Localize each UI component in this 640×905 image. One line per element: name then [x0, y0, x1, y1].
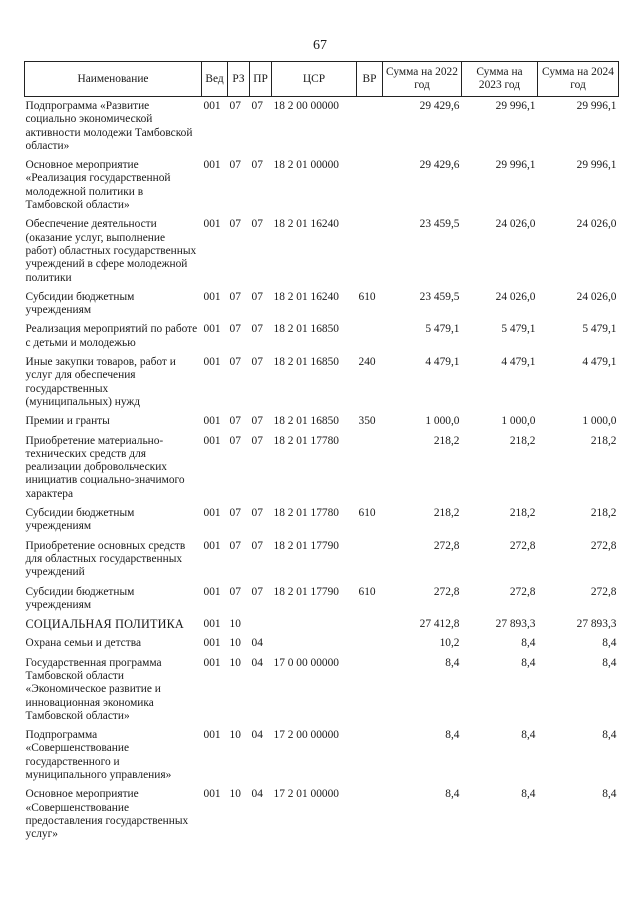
row-rz: 10: [229, 618, 241, 631]
table-row: [25, 504, 619, 537]
row-sum-2023: 29 996,1: [495, 159, 536, 172]
row-csr: 18 2 01 16850: [273, 323, 339, 336]
row-ved: 001: [203, 159, 221, 172]
row-sum-2024: 29 996,1: [576, 159, 617, 172]
row-pr: 07: [251, 415, 263, 428]
row-rz: 07: [229, 323, 241, 336]
row-sum-2024: 8,4: [602, 637, 617, 650]
row-vr: 240: [358, 356, 376, 369]
row-rz: 07: [229, 434, 241, 447]
row-sum-2022: 10,2: [439, 637, 460, 650]
row-csr: 18 2 01 16240: [273, 290, 339, 303]
row-sum-2022: 8,4: [445, 656, 460, 669]
row-csr: 18 2 01 17790: [273, 585, 339, 598]
row-vr: 350: [358, 415, 376, 428]
row-rz: 07: [229, 100, 241, 112]
row-csr: 18 2 01 16240: [273, 218, 339, 231]
row-sum-2023: 218,2: [509, 434, 536, 447]
row-csr: 18 2 01 16850: [273, 356, 339, 369]
table-row: [25, 156, 619, 215]
row-sum-2022: 1 000,0: [425, 415, 460, 428]
row-ved: 001: [203, 539, 221, 552]
row-name: СОЦИАЛЬНАЯ ПОЛИТИКА: [25, 617, 184, 632]
row-csr: 18 2 01 17780: [273, 434, 339, 447]
row-csr: 18 2 01 17780: [273, 507, 339, 520]
row-sum-2022: 29 429,6: [419, 159, 460, 172]
row-sum-2022: 23 459,5: [419, 290, 460, 303]
row-ved: 001: [203, 507, 221, 520]
row-sum-2023: 24 026,0: [495, 290, 536, 303]
section-row: [25, 615, 619, 634]
row-sum-2024: 8,4: [602, 788, 617, 801]
row-vr: [357, 537, 383, 583]
row-vr: [357, 654, 383, 726]
row-vr: [357, 320, 383, 353]
row-sum-2022: 218,2: [433, 434, 460, 447]
table-row: [25, 215, 619, 287]
row-sum-2024: 218,2: [590, 434, 617, 447]
row-sum-2024: 272,8: [590, 539, 617, 552]
row-sum-2022: 27 412,8: [419, 618, 460, 631]
row-csr: 18 2 01 16850: [273, 415, 339, 428]
row-pr: 07: [251, 218, 263, 231]
row-pr: [250, 615, 272, 634]
row-name: Подпрограмма «Развитие социально экономической активности молодежи Тамбовской области»: [25, 100, 193, 152]
row-pr: 07: [251, 159, 263, 172]
row-name: Подпрограмма «Совершенствование государственного и муниципального управления»: [25, 729, 172, 782]
row-ved: 001: [203, 637, 221, 650]
row-sum-2023: 27 893,3: [495, 618, 536, 631]
row-rz: 10: [229, 788, 241, 801]
table-row: [25, 97, 619, 157]
row-sum-2022: 8,4: [445, 729, 460, 742]
row-pr: 07: [251, 290, 263, 303]
table-row: [25, 537, 619, 583]
page-number: 67: [313, 38, 327, 53]
row-csr: 18 2 01 00000: [273, 159, 339, 172]
row-rz: 10: [229, 637, 241, 650]
row-ved: 001: [203, 100, 221, 112]
row-csr: 17 2 00 00000: [273, 729, 339, 742]
row-pr: 07: [251, 585, 263, 598]
row-csr: 17 2 01 00000: [273, 788, 339, 801]
row-name: Государственная программа Тамбовской области «Экономическое развитие и инновационная экономика Тамбовской области»: [25, 656, 162, 722]
row-sum-2024: 24 026,0: [576, 218, 617, 231]
row-rz: 10: [229, 729, 241, 742]
row-sum-2023: 4 479,1: [501, 356, 536, 369]
header-name: Наименование: [25, 62, 202, 97]
row-vr: 610: [358, 585, 376, 598]
row-name: Реализация мероприятий по работе с детьми и молодежью: [25, 323, 198, 349]
row-sum-2023: 218,2: [509, 507, 536, 520]
table-body: [25, 97, 619, 845]
row-csr: [272, 634, 357, 653]
table-row: [25, 634, 619, 653]
row-name: Субсидии бюджетным учреждениям: [25, 507, 135, 533]
row-sum-2024: 8,4: [602, 729, 617, 742]
row-ved: 001: [203, 585, 221, 598]
row-sum-2023: 1 000,0: [501, 415, 536, 428]
row-ved: 001: [203, 356, 221, 369]
row-ved: 001: [203, 415, 221, 428]
row-vr: [357, 726, 383, 785]
row-sum-2022: 23 459,5: [419, 218, 460, 231]
row-vr: [357, 215, 383, 287]
row-sum-2023: 29 996,1: [495, 100, 536, 112]
row-ved: 001: [203, 618, 221, 631]
header-rz: РЗ: [228, 62, 250, 97]
row-pr: 07: [251, 539, 263, 552]
row-vr: 610: [358, 290, 376, 303]
row-name: Иные закупки товаров, работ и услуг для обеспечения государственных (муниципальных) нужд: [25, 356, 176, 408]
row-rz: 07: [229, 585, 241, 598]
row-sum-2023: 8,4: [521, 637, 536, 650]
row-rz: 07: [229, 415, 241, 428]
header-csr: ЦСР: [272, 62, 357, 97]
row-sum-2023: 8,4: [521, 788, 536, 801]
row-vr: [357, 97, 383, 157]
row-ved: 001: [203, 290, 221, 303]
budget-table: [24, 61, 619, 845]
row-vr: [357, 432, 383, 504]
table-row: [25, 583, 619, 616]
row-sum-2023: 5 479,1: [501, 323, 536, 336]
row-ved: 001: [203, 434, 221, 447]
row-rz: 07: [229, 507, 241, 520]
row-sum-2023: 24 026,0: [495, 218, 536, 231]
table-header-row: [25, 62, 619, 97]
row-pr: 07: [251, 323, 263, 336]
row-name: Субсидии бюджетным учреждениям: [25, 290, 135, 317]
row-sum-2023: 272,8: [509, 539, 536, 552]
row-sum-2024: 27 893,3: [576, 618, 617, 631]
row-csr: 18 2 01 17790: [273, 539, 339, 552]
row-name: Приобретение материально-технических средств для реализации добровольческих инициатив социально-значимого характера: [25, 434, 185, 500]
row-rz: 07: [229, 159, 241, 172]
row-sum-2024: 8,4: [602, 656, 617, 669]
row-name: Субсидии бюджетным учреждениям: [25, 585, 135, 611]
table-row: [25, 320, 619, 353]
row-csr: 17 0 00 00000: [273, 656, 339, 669]
header-vr: ВР: [357, 62, 383, 97]
row-sum-2024: 1 000,0: [582, 415, 617, 428]
header-sum-2023: Сумма на 2023 год: [462, 62, 538, 97]
table-row: [25, 654, 619, 726]
row-sum-2022: 4 479,1: [425, 356, 460, 369]
row-name: Основное мероприятие «Реализация государственной молодежной политики в Тамбовской области»: [25, 159, 171, 212]
row-name: Приобретение основных средств для областных государственных учреждений: [25, 539, 186, 579]
row-pr: 04: [251, 788, 263, 801]
row-name: Основное мероприятие «Совершенствование предоставления государственных услуг»: [25, 788, 189, 841]
row-pr: 07: [251, 434, 263, 447]
row-sum-2022: 8,4: [445, 788, 460, 801]
row-csr: [272, 615, 357, 634]
row-vr: [357, 634, 383, 653]
row-ved: 001: [203, 323, 221, 336]
row-sum-2022: 29 429,6: [419, 100, 460, 112]
row-sum-2022: 218,2: [433, 507, 460, 520]
row-sum-2022: 5 479,1: [425, 323, 460, 336]
row-name: Обеспечение деятельности (оказание услуг, выполнение работ) областных государственных учреждений в сфере молодежной политики: [25, 218, 197, 284]
row-vr: [357, 785, 383, 844]
row-pr: 07: [251, 100, 263, 112]
row-vr: 610: [358, 507, 376, 520]
row-name: Охрана семьи и детства: [25, 637, 141, 650]
row-sum-2023: 272,8: [509, 585, 536, 598]
row-pr: 04: [251, 729, 263, 742]
row-pr: 04: [251, 637, 263, 650]
row-csr: 18 2 00 00000: [273, 100, 339, 112]
table-row: [25, 288, 619, 321]
header-ved: Вед: [202, 62, 228, 97]
row-ved: 001: [203, 788, 221, 801]
row-sum-2022: 272,8: [433, 539, 460, 552]
row-sum-2022: 272,8: [433, 585, 460, 598]
row-vr: [357, 615, 383, 634]
header-sum-2024: Сумма на 2024 год: [538, 62, 619, 97]
table-row: [25, 726, 619, 785]
row-name: Премии и гранты: [25, 415, 110, 428]
row-pr: 04: [251, 656, 263, 669]
row-ved: 001: [203, 656, 221, 669]
row-sum-2023: 8,4: [521, 656, 536, 669]
row-sum-2024: 218,2: [590, 507, 617, 520]
row-rz: 07: [229, 356, 241, 369]
row-ved: 001: [203, 729, 221, 742]
row-sum-2024: 29 996,1: [576, 100, 617, 112]
row-sum-2024: 24 026,0: [576, 290, 617, 303]
row-rz: 10: [229, 656, 241, 669]
row-rz: 07: [229, 539, 241, 552]
row-sum-2023: 8,4: [521, 729, 536, 742]
table-row: [25, 432, 619, 504]
row-sum-2024: 272,8: [590, 585, 617, 598]
row-sum-2024: 5 479,1: [582, 323, 617, 336]
row-ved: 001: [203, 218, 221, 231]
header-sum-2022: Сумма на 2022 год: [383, 62, 462, 97]
table-row: [25, 785, 619, 844]
row-sum-2024: 4 479,1: [582, 356, 617, 369]
row-pr: 07: [251, 507, 263, 520]
row-rz: 07: [229, 218, 241, 231]
header-pr: ПР: [250, 62, 272, 97]
table-row: [25, 412, 619, 431]
table-row: [25, 353, 619, 412]
row-vr: [357, 156, 383, 215]
row-rz: 07: [229, 290, 241, 303]
row-pr: 07: [251, 356, 263, 369]
